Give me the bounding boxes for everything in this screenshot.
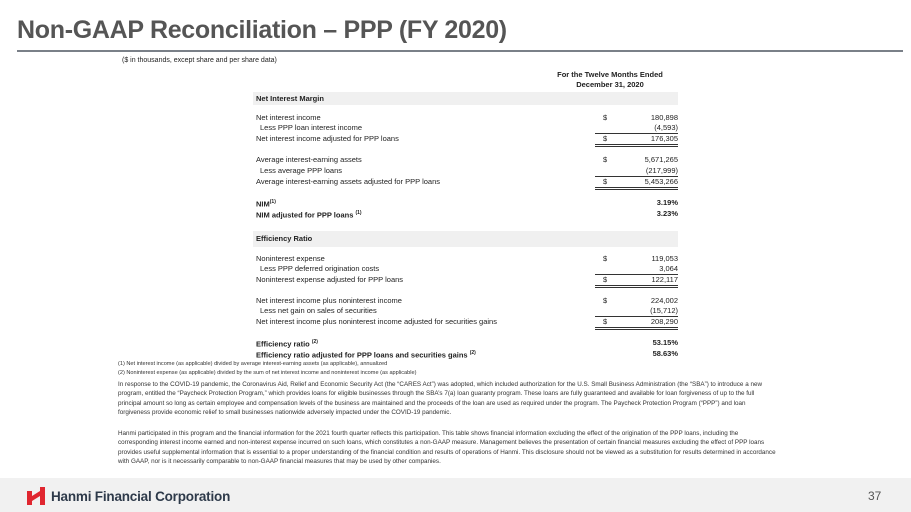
row-label [260, 263, 379, 274]
footnote-1: (1) Net interest income (as applicable) divided by average interest-earning assets (as applicable), annualized [118, 361, 388, 367]
row-label-text: Efficiency ratio [256, 339, 312, 349]
table-row [253, 274, 678, 285]
row-label [256, 348, 476, 361]
row-label-text: Net interest income adjusted for PPP loans [256, 134, 399, 143]
row-label [260, 122, 362, 133]
units-note: ($ in thousands, except share and per share data) [122, 57, 277, 64]
currency-symbol: $ [603, 296, 608, 305]
row-value: (217,999) [645, 166, 678, 175]
table-row [253, 316, 678, 327]
row-value: (4,593) [654, 123, 678, 132]
row-label-text: Noninterest expense [256, 254, 325, 263]
subtotal-rule [595, 274, 678, 275]
row-value: 3.19% [656, 198, 678, 207]
column-header-line1: For the Twelve Months Ended [557, 70, 663, 79]
table-row [253, 337, 678, 348]
row-label-text: Noninterest expense adjusted for PPP loans [256, 275, 404, 284]
row-value: 176,305 [650, 134, 678, 143]
row-label [260, 165, 342, 176]
page-number: 37 [868, 489, 882, 503]
row-value: 58.63% [652, 349, 678, 358]
currency-symbol: $ [603, 254, 608, 263]
table-row [253, 208, 678, 219]
footnote-2: (2) Noninterest expense (as applicable) divided by the sum of net interest income and noninterest income (as applicable) [118, 370, 417, 376]
row-label [256, 274, 403, 285]
row-label-text: Efficiency ratio adjusted for PPP loans and securities gains [256, 350, 470, 360]
row-label-text: NIM [256, 199, 270, 209]
total-double-rule [595, 327, 678, 330]
paragraph-hanmi-participation: Hanmi participated in this program and the financial information for the 2021 fourth quarter reflects this participation. This table shows financial information excluding the effect of the origination of the PPP loans, including the corresponding interest income earned and non-interest expense incurred on such loans, which constitutes a non-GAAP measure. Management believes the presentation of certain financial measures excluding the effect of PPP loans provides useful supplemental information that is essential to a proper understanding of the financial condition and results of operations of Hanmi. This disclosure should not be viewed as a substitution for results determined in accordance with GAAP, nor is it necessarily comparable to non-GAAP financial measures that may be used by other companies. [118, 430, 776, 465]
footnote-ref: (1) [269, 199, 276, 205]
row-label [256, 133, 399, 144]
row-label [256, 208, 362, 221]
table-row [253, 176, 678, 187]
row-value: 5,453,266 [644, 177, 678, 186]
subtotal-rule [595, 133, 678, 134]
row-label [260, 305, 377, 316]
column-header-line2: December 31, 2020 [576, 80, 644, 89]
company-logo [27, 487, 230, 505]
row-label [256, 176, 440, 187]
row-label-text: Less PPP loan interest income [260, 123, 363, 132]
row-label-text: Less average PPP loans [260, 166, 342, 175]
currency-symbol: $ [603, 155, 608, 164]
footnote-ref: (2) [311, 339, 318, 345]
row-value: 122,117 [651, 275, 678, 284]
row-value: 208,290 [650, 317, 678, 326]
row-label-text: Net interest income plus noninterest income adjusted for securities gains [256, 317, 497, 326]
table-row [253, 348, 678, 359]
subtotal-rule [595, 176, 678, 177]
currency-symbol: $ [603, 275, 608, 284]
footnote-ref: (1) [355, 210, 362, 216]
table-row [253, 305, 678, 316]
row-value: 53.15% [652, 338, 678, 347]
currency-symbol: $ [603, 134, 608, 143]
row-value: 119,053 [651, 254, 678, 263]
row-value: 3,064 [659, 264, 678, 273]
title-divider [17, 50, 903, 52]
row-value: 180,898 [650, 113, 678, 122]
currency-symbol: $ [603, 177, 608, 186]
table-row [253, 133, 678, 144]
total-double-rule [595, 187, 678, 190]
footnote-ref: (2) [469, 350, 476, 356]
row-label-text: Net interest income [256, 113, 321, 122]
total-double-rule [595, 144, 678, 147]
company-name: Hanmi Financial Corporation [51, 488, 231, 504]
table-row [253, 197, 678, 208]
row-label-text: Less net gain on sales of securities [260, 306, 377, 315]
total-double-rule [595, 285, 678, 288]
hanmi-logo-icon [27, 487, 47, 505]
paragraph-cares-act: In response to the COVID-19 pandemic, the Coronavirus Aid, Relief and Economic Security Act (the “CARES Act”) was adopted, which included authorization for the U.S. Small Business Administration (the “SBA”) to introduce a new program, entitled the “Paycheck Protection Program,” which provides loans for eligible businesses through the SBA’s 7(a) loan guaranty program. These loans are fully guaranteed and available for loan forgiveness of up to the full principal amount so long as certain employee and compensation levels of the business are maintained and the proceeds of the loan are used as required under the program. The Paycheck Protection Program (“PPP”) and loan forgiveness provide economic relief to small businesses nationwide adversely impacted under the COVID-19 pandemic. [118, 381, 762, 416]
row-label-text: NIM adjusted for PPP loans [256, 210, 356, 220]
table-row [253, 165, 678, 176]
currency-symbol: $ [603, 317, 608, 326]
row-label-text: Net interest income plus noninterest income [256, 296, 402, 305]
table-row [253, 122, 678, 133]
row-value: 3.23% [656, 209, 678, 218]
section-heading-nim: Net Interest Margin [253, 92, 678, 105]
row-label-text: Average interest-earning assets adjusted for PPP loans [256, 177, 440, 186]
subtotal-rule [595, 316, 678, 317]
row-value: 5,671,265 [644, 155, 678, 164]
row-value: 224,002 [650, 296, 678, 305]
row-label [256, 316, 497, 327]
table-row [253, 263, 678, 274]
page-title: Non-GAAP Reconciliation – PPP (FY 2020) [17, 16, 507, 44]
currency-symbol: $ [603, 113, 608, 122]
row-label [256, 154, 362, 165]
row-label-text: Less PPP deferred origination costs [260, 264, 380, 273]
section-heading-efficiency: Efficiency Ratio [253, 231, 678, 247]
row-value: (15,712) [650, 306, 678, 315]
table-row [253, 154, 678, 165]
row-label-text: Average interest-earning assets [256, 155, 362, 164]
